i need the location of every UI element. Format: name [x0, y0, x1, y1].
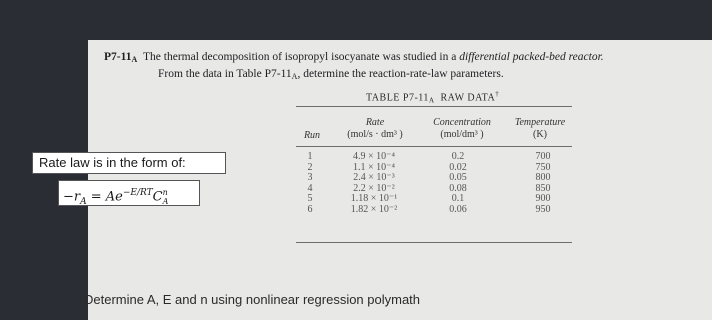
table-cell: 0.1	[451, 193, 465, 204]
table-cell: 0.02	[449, 161, 467, 173]
table-cell: 2.2 × 10⁻²	[353, 182, 395, 194]
column-rate	[334, 152, 414, 215]
column-concentration	[428, 152, 488, 215]
table-title: TABLE $P7-11_A$ RAW DATA†	[366, 90, 500, 105]
table-cell: 950	[535, 203, 551, 215]
table-cell: 800	[535, 172, 551, 183]
problem-line-2: From the data in Table $P7-11_A$, determine the reaction-rate-law parameters.	[158, 68, 504, 81]
table-cell: 4.9 × 10⁻⁴	[353, 151, 395, 162]
table-cell: 900	[535, 193, 551, 204]
table-cell: 5	[307, 193, 313, 204]
problem-statement	[104, 50, 704, 84]
rate-law-label: Rate law is in the form of:	[32, 152, 226, 174]
table-cell: 0.05	[449, 172, 467, 183]
table-cell: 700	[535, 151, 551, 162]
table-cell: 0.06	[449, 203, 467, 215]
table-cell: 2.4 × 10⁻³	[353, 172, 395, 183]
table-cell: 1	[307, 151, 313, 162]
problem-line-1	[104, 50, 704, 67]
table-cell: 0.2	[451, 151, 465, 162]
table-cell: 1.1 × 10⁻⁴	[353, 161, 395, 173]
header-concentration: Concentration (mol/dm³ )	[433, 117, 491, 140]
problem-text-a: The thermal decomposition of isopropyl isocyanate was studied in a	[143, 51, 460, 63]
header-run: Run	[303, 130, 321, 141]
table-bottom-rule	[296, 242, 572, 243]
header-temperature: Temperature (K)	[514, 117, 566, 140]
table-cell: 4	[307, 182, 313, 194]
table-cell: 1.82 × 10⁻²	[350, 203, 398, 215]
table-cell: 0.08	[449, 182, 467, 194]
table-cell: 750	[535, 161, 551, 173]
table-cell: 6	[307, 203, 313, 215]
table-cell: 1.18 × 10⁻¹	[350, 193, 398, 204]
column-run	[300, 152, 320, 215]
rate-law-equation: $-r_A = Ae^{-E/RT}C$ n A	[58, 180, 200, 206]
table-cell: 3	[307, 172, 313, 183]
table-cell: 2	[307, 161, 313, 173]
instruction-text: Determine A, E and n using nonlinear regression polymath	[84, 292, 421, 307]
problem-text-b: differential packed-bed reactor.	[459, 51, 604, 63]
table-header-rule	[296, 146, 572, 147]
header-rate: Rate (mol/s · dm³ )	[347, 117, 403, 140]
table-top-rule	[296, 106, 572, 107]
problem-number: $P7-11_A$	[104, 51, 138, 64]
table-cell: 850	[535, 182, 551, 194]
column-temperature	[518, 152, 568, 215]
